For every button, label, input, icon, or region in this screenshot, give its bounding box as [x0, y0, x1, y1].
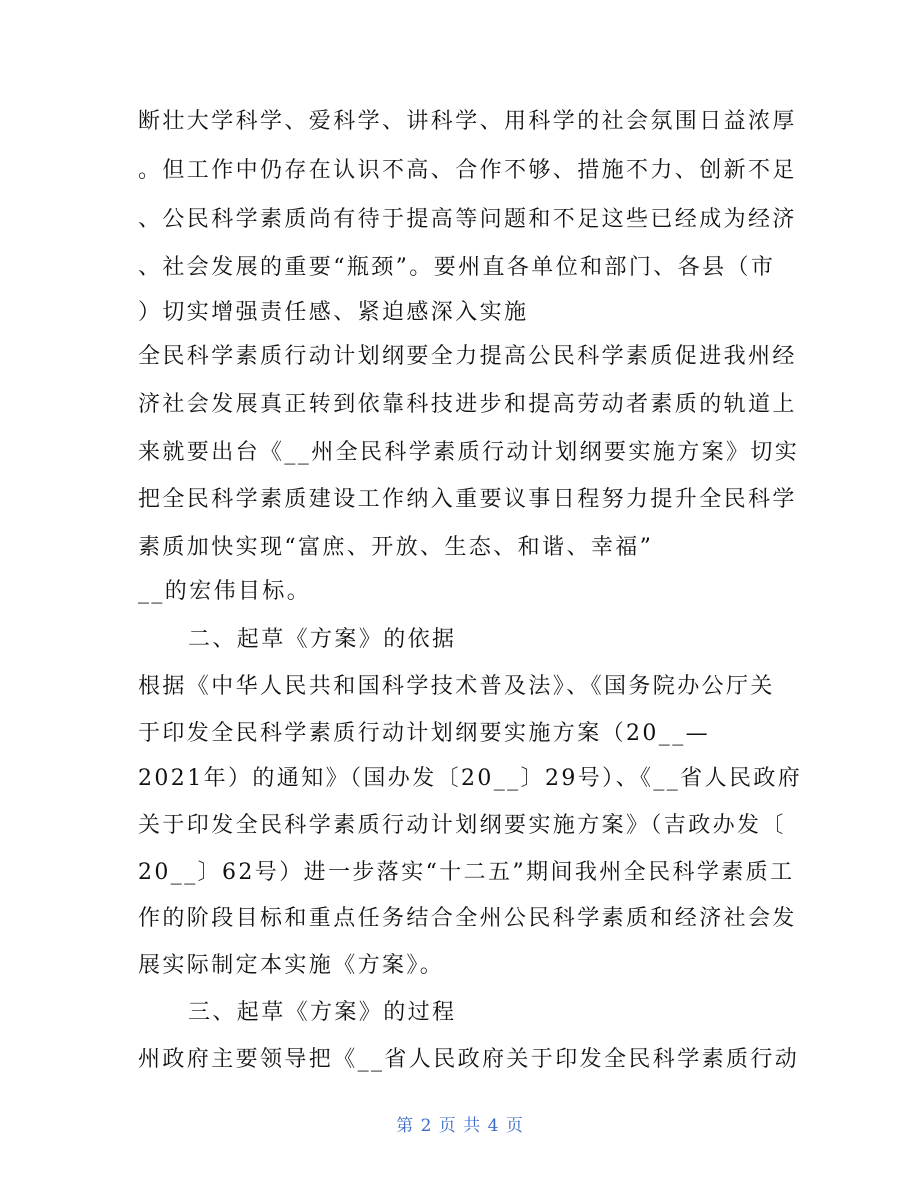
- body-text-line: 展实际制定本实施《方案》。: [138, 953, 445, 978]
- body-text-line: 素质加快实现“富庶、开放、生态、和谐、幸福”: [138, 535, 654, 560]
- body-text-line: 州政府主要领导把《__省人民政府关于印发全民科学素质行动: [138, 1047, 800, 1072]
- body-text-line: 关于印发全民科学素质行动计划纲要实施方案》（吉政办发〔: [138, 813, 786, 838]
- body-text-line: 20__〕62号）进一步落实“十二五”期间我州全民科学素质工: [138, 860, 795, 885]
- body-text-line: 来就要出台《__州全民科学素质行动计划纲要实施方案》切实: [138, 440, 800, 465]
- body-text-line: __的宏伟目标。: [138, 579, 312, 604]
- body-text-line: 2021年）的通知》（国办发〔20__〕29号）、《__省人民政府: [138, 766, 803, 791]
- body-text-line: 根据《中华人民共和国科学技术普及法》、《国务院办公厅关: [138, 674, 775, 699]
- page-number-footer: 第 2 页 共 4 页: [396, 1116, 524, 1136]
- body-text-line: 、社会发展的重要“瓶颈”。要州直各单位和部门、各县（市: [138, 255, 776, 280]
- body-text-line: 、公民科学素质尚有待于提高等问题和不足这些已经成为经济: [138, 207, 797, 232]
- body-text-line: ）切实增强责任感、紧迫感深入实施: [138, 300, 529, 325]
- body-text-line: 作的阶段目标和重点任务结合全州公民科学素质和经济社会发: [138, 906, 797, 931]
- body-text-line: 全民科学素质行动计划纲要全力提高公民科学素质促进我州经: [138, 344, 797, 369]
- body-text-line: 把全民科学素质建设工作纳入重要议事日程努力提升全民科学: [138, 487, 797, 512]
- body-text-line: 于印发全民科学素质行动计划纲要实施方案（20__—: [138, 721, 710, 746]
- body-text-line: 。但工作中仍存在认识不高、合作不够、措施不力、创新不足: [138, 158, 797, 183]
- body-text-line: 济社会发展真正转到依靠科技进步和提高劳动者素质的轨道上: [138, 392, 797, 417]
- body-text-line: 断壮大学科学、爱科学、讲科学、用科学的社会氛围日益浓厚: [138, 109, 797, 134]
- section-heading: 二、起草《方案》的依据: [188, 627, 457, 652]
- section-heading: 三、起草《方案》的过程: [188, 1000, 457, 1025]
